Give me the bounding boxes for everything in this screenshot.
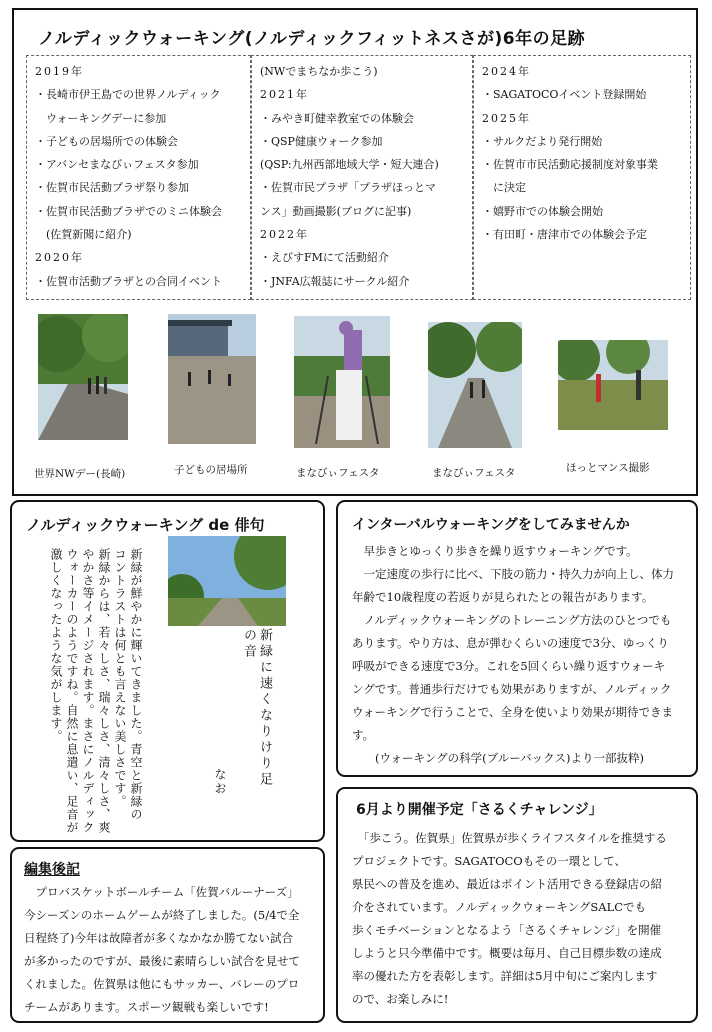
- editor-line: プロバスケットボールチーム「佐賀バルーナーズ」: [24, 885, 299, 899]
- timeline-item: (佐賀新聞に紹介): [35, 228, 132, 242]
- saruku-line: プロジェクトです。SAGATOCOもその一環として、: [352, 854, 626, 868]
- timeline-year: 2025年: [482, 111, 531, 125]
- history-panel: [12, 8, 698, 496]
- timeline-item: ・佐賀市市民活動応援制度対象事業: [482, 158, 658, 172]
- photo-caption: 世界NWデー(長崎): [34, 468, 126, 480]
- photo-nagasaki: [38, 314, 128, 440]
- interval-line: 年齢で10歳程度の若返りが見られたとの報告があります。: [352, 590, 654, 604]
- haiku-prose-line: 新緑が鮮やかに輝いてきました。青空と新緑の: [129, 548, 143, 821]
- timeline-item: ンス」動画撮影(ブログに記事): [260, 204, 412, 218]
- saruku-line: しようと只今準備中です。概要は毎月、自己目標歩数の達成: [352, 946, 662, 960]
- timeline-item: に決定: [482, 181, 526, 195]
- timeline-item: ・長崎市伊王島での世界ノルディック: [35, 88, 221, 102]
- timeline-year: 2020年: [35, 251, 84, 265]
- timeline-item: ・有田町・唐津市での体験会予定: [482, 228, 647, 242]
- timeline-column-3: [473, 55, 691, 300]
- haiku-verse: 新緑に速くなりけり足の音: [241, 628, 272, 788]
- timeline-item: (NWでまちなか歩こう): [260, 65, 378, 78]
- interval-line: す。: [352, 728, 375, 742]
- haiku-photo: [168, 536, 286, 626]
- editor-line: チームがあります。スポーツ観戦も楽しいです!: [24, 1000, 269, 1014]
- timeline-item: ・えびすFMにて活動紹介: [260, 251, 389, 265]
- photo-caption: 子どもの居場所: [174, 464, 248, 476]
- editor-line: 日程終了)今年は故障者が多くなかなか勝てない試合: [24, 931, 293, 945]
- photo-hotmans: [558, 340, 668, 430]
- editor-title: 編集後記: [24, 862, 80, 878]
- saruku-line: 歩くモチベーションとなるよう「さるくチャレンジ」を開催: [352, 923, 662, 937]
- timeline-item: ・サルクだより発行開始: [482, 134, 603, 148]
- timeline-item: ・佐賀市民活動プラザでのミニ体験会: [35, 204, 222, 218]
- interval-walking-panel: [336, 500, 698, 777]
- photo-caption: ほっとマンス撮影: [566, 462, 650, 474]
- haiku-prose-line: 新緑からは、若々しさ、瑞々しさ、清々しさ、爽: [97, 548, 111, 834]
- timeline-item: (QSP:九州西部地域大学・短大連合): [260, 158, 439, 172]
- timeline-item: ・佐賀市民プラザ「プラザほっとマ: [260, 181, 436, 195]
- saruku-body: [352, 827, 688, 1011]
- history-title: ノルディックウォーキング(ノルディックフィットネスさが)6年の足跡: [38, 29, 586, 49]
- interval-line: ノルディックウォーキングのトレーニング方法のひとつでも: [352, 613, 672, 627]
- photo-manabi-fest-1: [294, 316, 390, 448]
- editor-line: が多かったのですが、最後に素晴らしい試合を見せて: [24, 954, 300, 968]
- timeline-item: ・QSP健康ウォーク参加: [260, 134, 383, 148]
- interval-line: あります。やり方は、息が弾むくらいの速度で3分、ゆっくり: [352, 636, 669, 650]
- haiku-prose-line: コントラストは何とも言えない美しさです。: [113, 548, 127, 808]
- timeline-item: ・アバンセまなびぃフェスタ参加: [35, 158, 199, 172]
- interval-line: 一定速度の歩行に比べ、下肢の筋力・持久力が向上し、体力: [352, 567, 674, 581]
- timeline-item: ・嬉野市での体験会開始: [482, 204, 603, 218]
- interval-source: (ウォーキングの科学(ブルーバックス)より一部抜粋): [352, 751, 644, 765]
- saruku-line: 率の優れた方を表彰します。詳細は5月中旬にご案内します: [352, 969, 658, 983]
- timeline-item: ウォーキングデーに参加: [35, 111, 167, 125]
- saruku-line: 「歩こう。佐賀県」佐賀県が歩くライフスタイルを推奨する: [352, 831, 667, 845]
- interval-line: ングです。普通歩行だけでも効果がありますが、ノルディック: [352, 682, 672, 696]
- photo-caption: まなびぃフェスタ: [432, 467, 516, 479]
- haiku-panel: [10, 500, 325, 842]
- timeline-year: 2022年: [260, 228, 309, 242]
- timeline-item: ・SAGATOCOイベント登録開始: [482, 88, 647, 102]
- photo-caption: まなびぃフェスタ: [296, 467, 380, 479]
- editor-line: 今シーズンのホームゲームが終了しました。(5/4で全: [24, 908, 300, 922]
- timeline-year: 2021年: [260, 88, 309, 102]
- timeline-year: 2019年: [35, 65, 84, 78]
- timeline-item: ・子どもの居場所での体験会: [35, 134, 178, 148]
- haiku-prose-line: ウォーカーのようですね。自然に息遣い、足音が: [65, 548, 79, 834]
- editor-note-panel: [10, 847, 325, 1023]
- saruku-line: 介をされています。ノルディックウォーキングSALCでも: [352, 900, 647, 914]
- interval-body: [352, 540, 688, 770]
- interval-line: 呼吸ができる速度で3分。これを5回くらい繰り返すウォーキ: [352, 659, 666, 673]
- haiku-prose: [48, 548, 144, 838]
- timeline-year: 2024年: [482, 65, 531, 78]
- timeline-item: ・みやき町健幸教室での体験会: [260, 111, 414, 125]
- timeline-item: ・佐賀市活動プラザとの合同イベント: [35, 274, 222, 288]
- interval-line: 早歩きとゆっくり歩きを繰り返すウォーキングです。: [352, 544, 638, 558]
- photo-children: [168, 314, 256, 444]
- haiku-prose-line: やかさ等イメージされます。まさにノルディック: [81, 548, 95, 834]
- saruku-line: ので、お楽しみに!: [352, 992, 449, 1006]
- saruku-challenge-panel: [336, 787, 698, 1023]
- timeline-column-1: [26, 55, 251, 300]
- timeline-item: ・JNFA広報誌にサークル紹介: [260, 274, 410, 288]
- haiku-title: ノルディックウォーキング de 俳句: [26, 516, 265, 534]
- editor-body: [24, 881, 316, 1019]
- haiku-prose-line: 激しくなったような気がします。: [49, 548, 63, 743]
- editor-line: くれました。佐賀県は他にもサッカー、バレーのプロ: [24, 977, 300, 991]
- haiku-author: なお: [213, 768, 227, 796]
- saruku-title: 6月より開催予定「さるくチャレンジ」: [356, 802, 603, 818]
- interval-title: インターバルウォーキングをしてみませんか: [352, 517, 630, 533]
- timeline-column-2: [251, 55, 473, 300]
- saruku-line: 県民への普及を進め、最近はポイント活用できる登録店の紹: [352, 877, 663, 891]
- photo-manabi-fest-2: [428, 322, 522, 448]
- timeline-item: ・佐賀市民活動プラザ祭り参加: [35, 181, 189, 195]
- interval-line: ウォーキングで行うことで、全身を使いより効果が期待できま: [352, 705, 673, 719]
